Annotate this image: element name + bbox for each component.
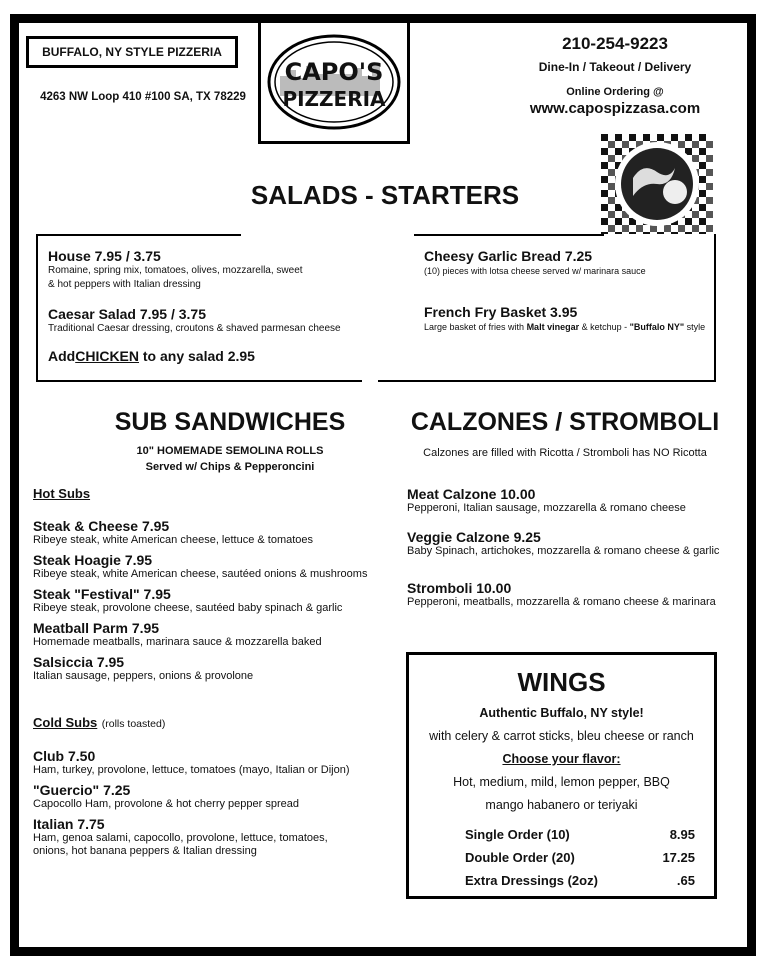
cold-subs-list <box>33 748 393 858</box>
flavors: Hot, medium, mild, lemon pepper, BBQ <box>453 775 670 789</box>
tagline-box <box>26 36 238 68</box>
add-chicken-note: AddCHICKEN to any salad 2.95 <box>48 348 255 364</box>
website-link[interactable]: www.capospizzasa.com <box>529 100 701 117</box>
sub-item: Meatball Parm 7.95 Homemade meatballs, marinara sauce & mozzarella baked <box>33 620 322 648</box>
cold-subs-label: Cold Subs (rolls toasted) <box>33 715 166 730</box>
starter-item: Cheesy Garlic Bread 7.25 (10) pieces with lotsa cheese served w/ marinara sauce <box>424 248 646 276</box>
wings-tagline: Authentic Buffalo, NY style! <box>479 706 644 720</box>
logo <box>258 20 410 144</box>
hot-subs-list <box>33 518 393 683</box>
calzone-item: Stromboli 10.00 Pepperoni, meatballs, mozzarella & romano cheese & marinara <box>407 580 716 608</box>
salad-item: House 7.95 / 3.75 Romaine, spring mix, tomatoes, olives, mozzarella, sweet & hot peppers with Italian dressing <box>48 248 303 290</box>
wings-price-list <box>409 823 714 892</box>
subs-subtitle: 10" HOMEMADE SEMOLINA ROLLS Served w/ Chips & Pepperoncini <box>136 445 324 473</box>
calzone-item: Meat Calzone 10.00 Pepperoni, Italian sausage, mozzarella & romano cheese <box>407 486 686 514</box>
sub-item: Steak Hoagie 7.95 Ribeye steak, white American cheese, sautéed onions & mushrooms <box>33 552 368 580</box>
flavor-label: Choose your flavor: <box>502 752 621 766</box>
salad-item: Caesar Salad 7.95 / 3.75 Traditional Caesar dressing, croutons & shaved parmesan cheese <box>48 306 341 334</box>
wings-title: WINGS <box>517 667 606 697</box>
calzones-section-title: CALZONES / STROMBOLI <box>410 408 720 436</box>
sub-item: Salsiccia 7.95 Italian sausage, peppers, onions & provolone <box>33 654 254 682</box>
online-ordering-label: Online Ordering @ <box>566 86 664 98</box>
wings-sides: with celery & carrot sticks, bleu cheese or ranch <box>429 729 694 743</box>
pasta-plate-image <box>601 134 713 234</box>
capos-logo-icon <box>266 32 402 132</box>
calzones-subtitle: Calzones are filled with Ricotta / Stromboli has NO Ricotta <box>423 447 707 459</box>
wings-box <box>406 652 717 899</box>
calzone-list <box>407 486 737 609</box>
calzone-item: Veggie Calzone 9.25 Baby Spinach, artichokes, mozzarella & romano cheese & garlic <box>407 529 720 557</box>
svg-text:PIZZERIA: PIZZERIA <box>282 87 386 111</box>
sub-item: Club 7.50 Ham, turkey, provolone, lettuce, tomatoes (mayo, Italian or Dijon) <box>33 748 350 776</box>
sub-item: Steak "Festival" 7.95 Ribeye steak, provolone cheese, sautéed baby spinach & garlic <box>33 586 343 614</box>
starter-item: French Fry Basket 3.95 Large basket of fries with Malt vinegar & ketchup - "Buffalo NY" style <box>424 304 706 332</box>
salads-box <box>36 234 716 382</box>
sub-item: Steak & Cheese 7.95 Ribeye steak, white American cheese, lettuce & tomatoes <box>33 518 314 546</box>
flavors: mango habanero or teriyaki <box>485 798 638 812</box>
phone-number[interactable]: 210-254-9223 <box>562 34 668 53</box>
svg-text:CAPO'S: CAPO'S <box>284 58 384 86</box>
price-row: Single Order (10) 8.95 <box>465 827 695 842</box>
pasta-plate-icon <box>601 134 713 234</box>
sub-item: Italian 7.75 Ham, genoa salami, capocollo, provolone, lettuce, tomatoes, onions, hot banana peppers & Italian dressing <box>33 816 328 857</box>
price-row: Double Order (20) 17.25 <box>465 850 695 865</box>
subs-section-title: SUB SANDWICHES <box>114 408 346 436</box>
price-row: Extra Dressings (2oz) .65 <box>465 873 695 888</box>
services: Dine-In / Takeout / Delivery <box>538 60 692 74</box>
hot-subs-label: Hot Subs <box>33 486 91 501</box>
address: 4263 NW Loop 410 #100 SA, TX 78229 <box>40 91 246 103</box>
sub-item: "Guercio" 7.25 Capocollo Ham, provolone & hot cherry pepper spread <box>33 782 299 810</box>
salads-section-title: SALADS - STARTERS <box>250 180 520 210</box>
contact-block <box>500 34 730 117</box>
tagline: BUFFALO, NY STYLE PIZZERIA <box>42 45 222 59</box>
